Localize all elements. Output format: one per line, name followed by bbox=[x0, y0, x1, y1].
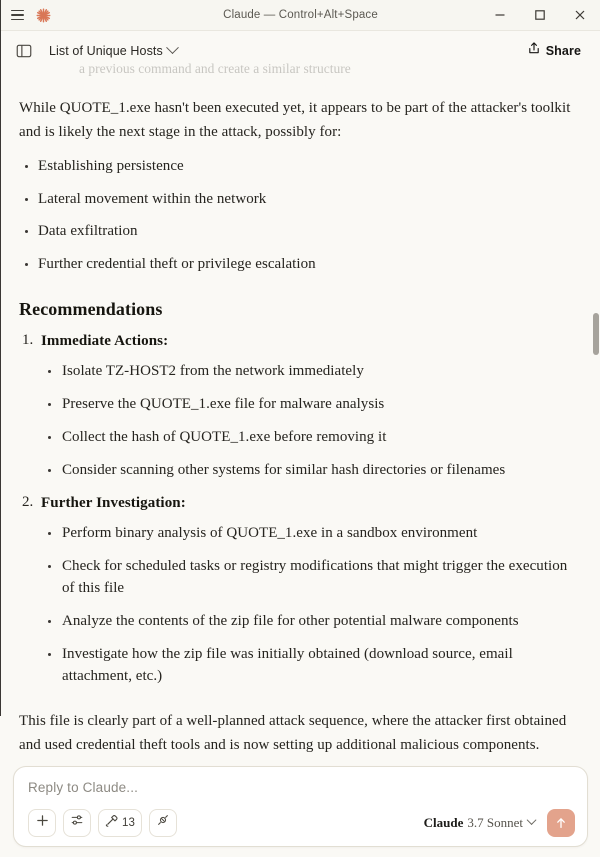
list-item: Perform binary analysis of QUOTE_1.exe in a sandbox environment bbox=[41, 523, 578, 545]
minimize-icon[interactable] bbox=[480, 0, 520, 31]
plus-icon bbox=[36, 814, 49, 832]
composer-right-group bbox=[420, 809, 575, 837]
composer[interactable] bbox=[13, 766, 588, 847]
recommendation-group bbox=[19, 494, 578, 687]
tools-button[interactable] bbox=[98, 809, 142, 837]
model-name: 3.7 Sonnet bbox=[467, 814, 523, 830]
close-icon[interactable] bbox=[560, 0, 600, 31]
window-titlebar bbox=[1, 0, 600, 31]
sidebar-panel-icon[interactable] bbox=[13, 40, 35, 62]
list-item: Establishing persistence bbox=[19, 156, 578, 178]
list-item: Investigate how the zip file was initially obtained (download source, email attachment, etc.) bbox=[41, 644, 578, 688]
share-button[interactable] bbox=[522, 38, 586, 63]
list-item: Collect the hash of QUOTE_1.exe before removing it bbox=[41, 427, 578, 449]
share-label: Share bbox=[545, 43, 581, 58]
recommendation-sub-list bbox=[41, 361, 578, 482]
message-scroll-region[interactable] bbox=[1, 61, 600, 758]
closing-paragraph: This file is clearly part of a well-planned attack sequence, where the attacker first obtained and used credential theft tools and is now setting up additional malicious components. bbox=[19, 712, 567, 754]
list-item: Preserve the QUOTE_1.exe file for malware analysis bbox=[41, 394, 578, 416]
intro-paragraph: While QUOTE_1.exe hasn't been executed yet, it appears to be part of the attacker's toolkit and is likely the next stage in the attack, possibly for: bbox=[19, 100, 571, 141]
recommendation-group-title: Further Investigation: bbox=[41, 495, 186, 512]
hammer-tools-icon bbox=[105, 813, 119, 832]
header-left-group bbox=[13, 40, 181, 62]
recommendations-heading: Recommendations bbox=[19, 298, 163, 319]
composer-tool-group bbox=[28, 809, 177, 837]
reply-input[interactable]: Reply to Claude... bbox=[28, 779, 139, 795]
sliders-icon bbox=[70, 813, 84, 832]
vertical-scrollbar-thumb[interactable] bbox=[593, 313, 599, 355]
conversation-title-dropdown[interactable] bbox=[47, 42, 181, 60]
intro-bullet-list bbox=[19, 156, 578, 276]
send-button[interactable] bbox=[547, 809, 575, 837]
maximize-icon[interactable] bbox=[520, 0, 560, 31]
model-brand: Claude bbox=[423, 814, 464, 830]
vertical-scrollbar[interactable] bbox=[592, 70, 600, 758]
recommendation-group bbox=[19, 332, 578, 482]
chevron-down-icon bbox=[166, 41, 179, 54]
share-upload-icon bbox=[527, 41, 541, 60]
clipped-previous-line: a previous command and create a similar structure bbox=[79, 61, 351, 76]
hamburger-menu-icon[interactable] bbox=[8, 6, 26, 24]
connector-button[interactable] bbox=[149, 809, 177, 837]
list-item: Check for scheduled tasks or registry modifications that might trigger the execution of this file bbox=[41, 556, 578, 600]
assistant-message bbox=[1, 61, 600, 758]
list-item: Consider scanning other systems for similar hash directories or filenames bbox=[41, 460, 578, 482]
plug-connector-icon bbox=[156, 813, 170, 832]
arrow-up-icon bbox=[554, 816, 568, 830]
titlebar-left-controls bbox=[8, 6, 52, 24]
recommendation-sub-list bbox=[41, 523, 578, 687]
claude-asterisk-icon bbox=[35, 7, 52, 24]
list-item: Analyze the contents of the zip file for other potential malware components bbox=[41, 611, 578, 633]
page-title: List of Unique Hosts bbox=[49, 43, 163, 58]
settings-button[interactable] bbox=[63, 809, 91, 837]
chevron-down-icon bbox=[527, 815, 537, 825]
window-controls bbox=[480, 0, 600, 31]
recommendations-list bbox=[19, 332, 578, 688]
tools-count: 13 bbox=[122, 816, 135, 829]
composer-area bbox=[1, 758, 600, 857]
window-title: Claude — Control+Alt+Space bbox=[223, 9, 378, 21]
list-item: Lateral movement within the network bbox=[19, 189, 578, 211]
list-item: Isolate TZ-HOST2 from the network immediately bbox=[41, 361, 578, 383]
attach-button[interactable] bbox=[28, 809, 56, 837]
list-item: Data exfiltration bbox=[19, 221, 578, 243]
model-selector[interactable] bbox=[420, 812, 538, 834]
list-item: Further credential theft or privilege escalation bbox=[19, 254, 578, 276]
recommendation-group-title: Immediate Actions: bbox=[41, 332, 169, 349]
composer-toolbar bbox=[28, 809, 575, 837]
